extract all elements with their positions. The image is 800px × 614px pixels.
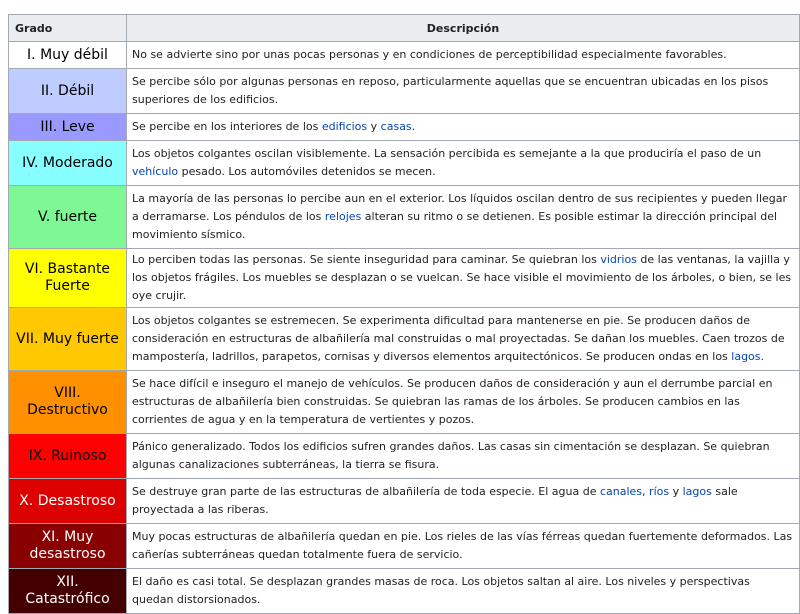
table-row bbox=[9, 249, 800, 308]
link-vidrios[interactable]: vidrios bbox=[600, 253, 637, 266]
grade-cell: V. fuerte bbox=[9, 186, 127, 249]
description-cell: Se percibe en los interiores de los edificios y casas. bbox=[127, 114, 800, 141]
header-row bbox=[9, 15, 800, 42]
description-cell: Lo perciben todas las personas. Se siente inseguridad para caminar. Se quiebran los vidrios de las ventanas, la vajilla y los objetos frágiles. Los muebles se desplazan o se vuelcan. Se hace visible el movimiento de los árboles, o bien, se les oye crujir. bbox=[127, 249, 800, 308]
table-row bbox=[9, 114, 800, 141]
header-description: Descripción bbox=[127, 15, 800, 42]
grade-cell: XII. Catastrófico bbox=[9, 569, 127, 614]
description-cell: Muy pocas estructuras de albañilería quedan en pie. Los rieles de las vías férreas quedan fuertemente deformados. Las cañerías subterráneas quedan totalmente fuera de servicio. bbox=[127, 524, 800, 569]
mercalli-scale-table bbox=[8, 14, 800, 614]
table-row bbox=[9, 434, 800, 479]
table-row bbox=[9, 69, 800, 114]
grade-cell: VII. Muy fuerte bbox=[9, 308, 127, 371]
grade-cell: IV. Moderado bbox=[9, 141, 127, 186]
link-vehiculo[interactable]: vehículo bbox=[132, 165, 179, 178]
link-rios[interactable]: ríos bbox=[649, 485, 670, 498]
link-casas[interactable]: casas bbox=[380, 120, 412, 133]
grade-cell: II. Débil bbox=[9, 69, 127, 114]
table-row bbox=[9, 569, 800, 614]
table-row bbox=[9, 141, 800, 186]
link-lagos[interactable]: lagos bbox=[682, 485, 712, 498]
table-row bbox=[9, 371, 800, 434]
grade-cell: I. Muy débil bbox=[9, 42, 127, 69]
link-lagos[interactable]: lagos bbox=[731, 350, 761, 363]
table-row bbox=[9, 479, 800, 524]
grade-cell: VIII. Destructivo bbox=[9, 371, 127, 434]
grade-cell: III. Leve bbox=[9, 114, 127, 141]
description-cell: Se hace difícil e inseguro el manejo de vehículos. Se producen daños de consideración y aun el derrumbe parcial en estructuras de albañilería bien construidas. Se quiebran las ramas de los árboles. Se producen cambios en las corrientes de agua y en la temperatura de vertientes y pozos. bbox=[127, 371, 800, 434]
link-edificios[interactable]: edificios bbox=[321, 120, 368, 133]
link-relojes[interactable]: relojes bbox=[324, 210, 362, 223]
grade-cell: VI. Bastante Fuerte bbox=[9, 249, 127, 308]
description-cell: Pánico generalizado. Todos los edificios sufren grandes daños. Las casas sin cimentación se desplazan. Se quiebran algunas canalizaciones subterráneas, la tierra se fisura. bbox=[127, 434, 800, 479]
table-row bbox=[9, 186, 800, 249]
description-cell: La mayoría de las personas lo percibe aun en el exterior. Los líquidos oscilan dentro de sus recipientes y pueden llegar a derramarse. Los péndulos de los relojes alteran su ritmo o se detienen. Es posible estimar la dirección principal del movimiento sísmico. bbox=[127, 186, 800, 249]
description-cell: Los objetos colgantes oscilan visiblemente. La sensación percibida es semejante a la que produciría el paso de un vehículo pesado. Los automóviles detenidos se mecen. bbox=[127, 141, 800, 186]
description-cell: No se advierte sino por unas pocas personas y en condiciones de perceptibilidad especialmente favorables. bbox=[127, 42, 800, 69]
grade-cell: IX. Ruinoso bbox=[9, 434, 127, 479]
table-row bbox=[9, 308, 800, 371]
link-canales[interactable]: canales bbox=[599, 485, 643, 498]
grade-cell: X. Desastroso bbox=[9, 479, 127, 524]
grade-cell: XI. Muy desastroso bbox=[9, 524, 127, 569]
table-row bbox=[9, 42, 800, 69]
table-row bbox=[9, 524, 800, 569]
description-cell: El daño es casi total. Se desplazan grandes masas de roca. Los objetos saltan al aire. Los niveles y perspectivas quedan distorsionados. bbox=[127, 569, 800, 614]
description-cell: Se percibe sólo por algunas personas en reposo, particularmente aquellas que se encuentran ubicadas en los pisos superiores de los edificios. bbox=[127, 69, 800, 114]
description-cell: Los objetos colgantes se estremecen. Se experimenta dificultad para mantenerse en pie. Se producen daños de consideración en estructuras de albañilería mal construidas o mal proyectadas. Se dañan los muebles. Caen trozos de mampostería, ladrillos, parapetos, cornisas y diversos elementos arquitectónicos. Se producen ondas en los lagos. bbox=[127, 308, 800, 371]
description-cell: Se destruye gran parte de las estructuras de albañilería de toda especie. El agua de canales, ríos y lagos sale proyectada a las riberas. bbox=[127, 479, 800, 524]
header-grade: Grado bbox=[9, 15, 127, 42]
